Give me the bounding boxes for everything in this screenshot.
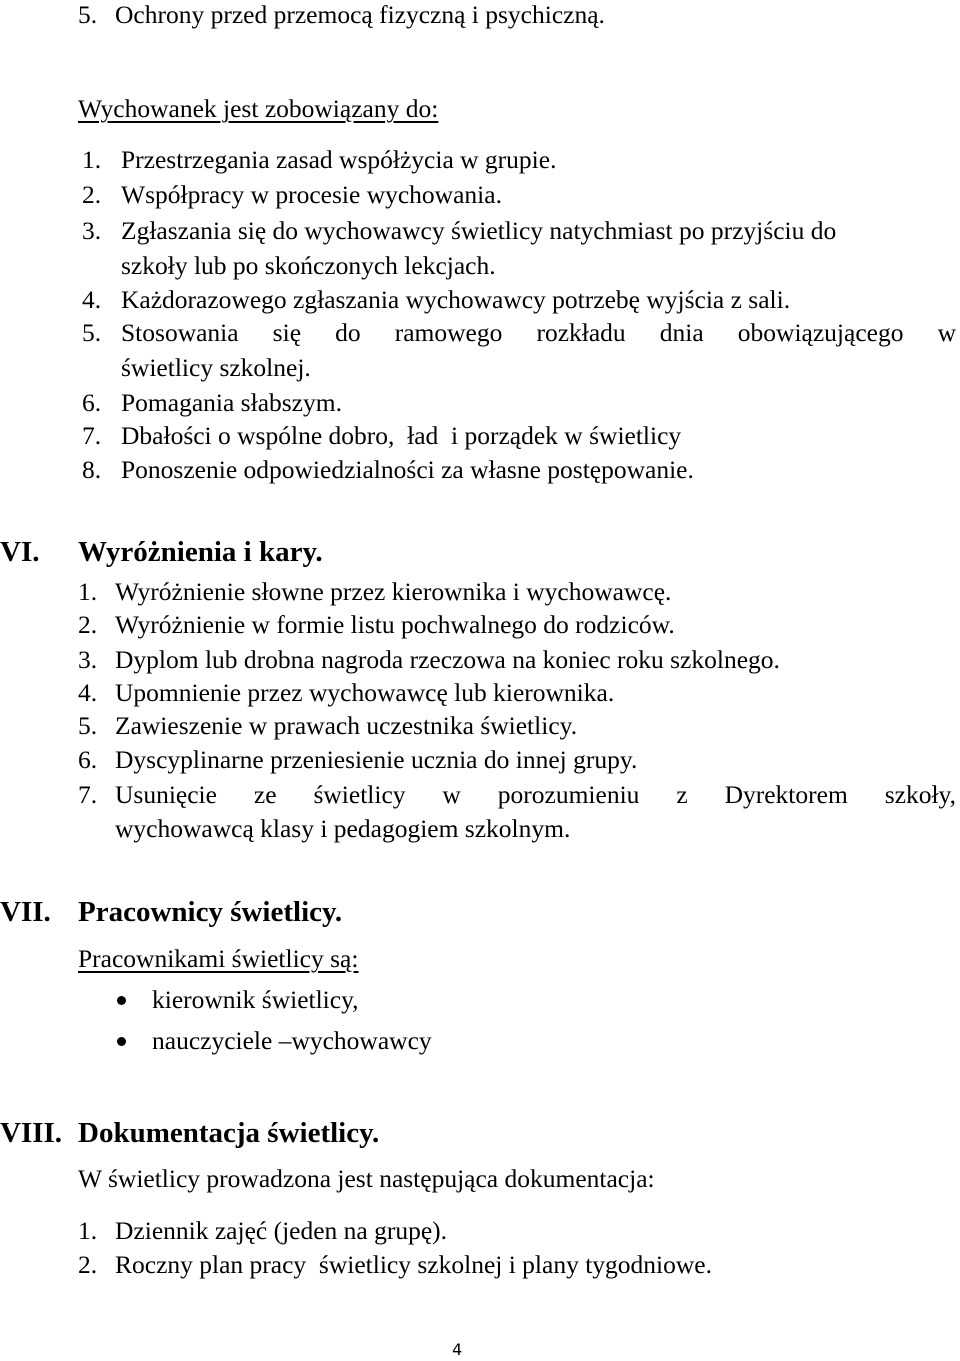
list-item-text: Zgłaszania się do wychowawcy świetlicy natychmiast po przyjściu do <box>121 216 837 245</box>
list-item-text: Ochrony przed przemocą fizyczną i psychiczną. <box>115 0 605 29</box>
bullet-icon <box>117 996 126 1005</box>
item-number: 2. <box>82 180 102 209</box>
section-title: Dokumentacja świetlicy. <box>78 1117 380 1149</box>
list-item-text: Ponoszenie odpowiedzialności za własne postępowanie. <box>121 455 694 484</box>
list-item-text: Wyróżnienie słowne przez kierownika i wychowawcę. <box>115 577 672 606</box>
list-item-text: Pomagania słabszym. <box>121 388 342 417</box>
list-item-text: Stosowania się do ramowego rozkładu dnia obowiązującego w <box>121 318 956 347</box>
list-item-continuation: wychowawcą klasy i pedagogiem szkolnym. <box>115 814 571 843</box>
section-intro: W świetlicy prowadzona jest następująca dokumentacja: <box>78 1164 655 1193</box>
section-numeral: VI. <box>0 536 40 568</box>
list-item-text: Każdorazowego zgłaszania wychowawcy potrzebę wyjścia z sali. <box>121 285 791 314</box>
item-number: 1. <box>78 577 98 606</box>
list-item-text: Dziennik zajęć (jeden na grupę). <box>115 1216 448 1245</box>
page-number: 4 <box>452 1340 463 1359</box>
item-number: 7. <box>82 421 102 450</box>
section-numeral: VIII. <box>0 1117 63 1149</box>
item-number: 3. <box>78 645 98 674</box>
list-item-text: Dbałości o wspólne dobro, ład i porządek w świetlicy <box>121 421 682 450</box>
list-item-text: Wyróżnienie w formie listu pochwalnego do rodziców. <box>115 610 675 639</box>
list-item-text: Dyplom lub drobna nagroda rzeczowa na koniec roku szkolnego. <box>115 645 780 674</box>
bullet-item-text: nauczyciele –wychowawcy <box>152 1026 432 1055</box>
item-number: 5. <box>82 318 102 347</box>
list-item-continuation: świetlicy szkolnej. <box>121 353 311 382</box>
section-title: Pracownicy świetlicy. <box>78 896 343 928</box>
list-item-text: Upomnienie przez wychowawcę lub kierownika. <box>115 678 615 707</box>
item-number: 6. <box>78 745 98 774</box>
item-number: 2. <box>78 1250 98 1279</box>
item-number: 1. <box>82 145 102 174</box>
bullet-icon <box>117 1037 126 1046</box>
list-item-continuation: szkoły lub po skończonych lekcjach. <box>121 251 496 280</box>
list-item <box>78 0 97 31</box>
item-number: 4. <box>82 285 102 314</box>
item-number: 6. <box>82 388 102 417</box>
item-number: 4. <box>78 678 98 707</box>
duties-heading: Wychowanek jest zobowiązany do: <box>78 94 439 123</box>
list-item-text: Zawieszenie w prawach uczestnika świetlicy. <box>115 711 578 740</box>
item-number: 3. <box>82 216 102 245</box>
list-item-text: Dyscyplinarne przeniesienie ucznia do innej grupy. <box>115 745 638 774</box>
item-number: 2. <box>78 610 98 639</box>
list-item-text: Przestrzegania zasad współżycia w grupie. <box>121 145 557 174</box>
item-number: 5. <box>78 711 98 740</box>
section-intro: Pracownikami świetlicy są: <box>78 944 359 973</box>
item-number: 1. <box>78 1216 98 1245</box>
list-item-text: Roczny plan pracy świetlicy szkolnej i plany tygodniowe. <box>115 1250 712 1279</box>
list-item-text: Usunięcie ze świetlicy w porozumieniu z Dyrektorem szkoły, <box>115 780 956 809</box>
list-item-text: Współpracy w procesie wychowania. <box>121 180 502 209</box>
section-numeral: VII. <box>0 896 51 928</box>
bullet-item-text: kierownik świetlicy, <box>152 985 359 1014</box>
item-number: 8. <box>82 455 102 484</box>
item-number: 7. <box>78 780 98 809</box>
section-title: Wyróżnienia i kary. <box>78 536 323 568</box>
item-number: 5. <box>78 0 98 29</box>
